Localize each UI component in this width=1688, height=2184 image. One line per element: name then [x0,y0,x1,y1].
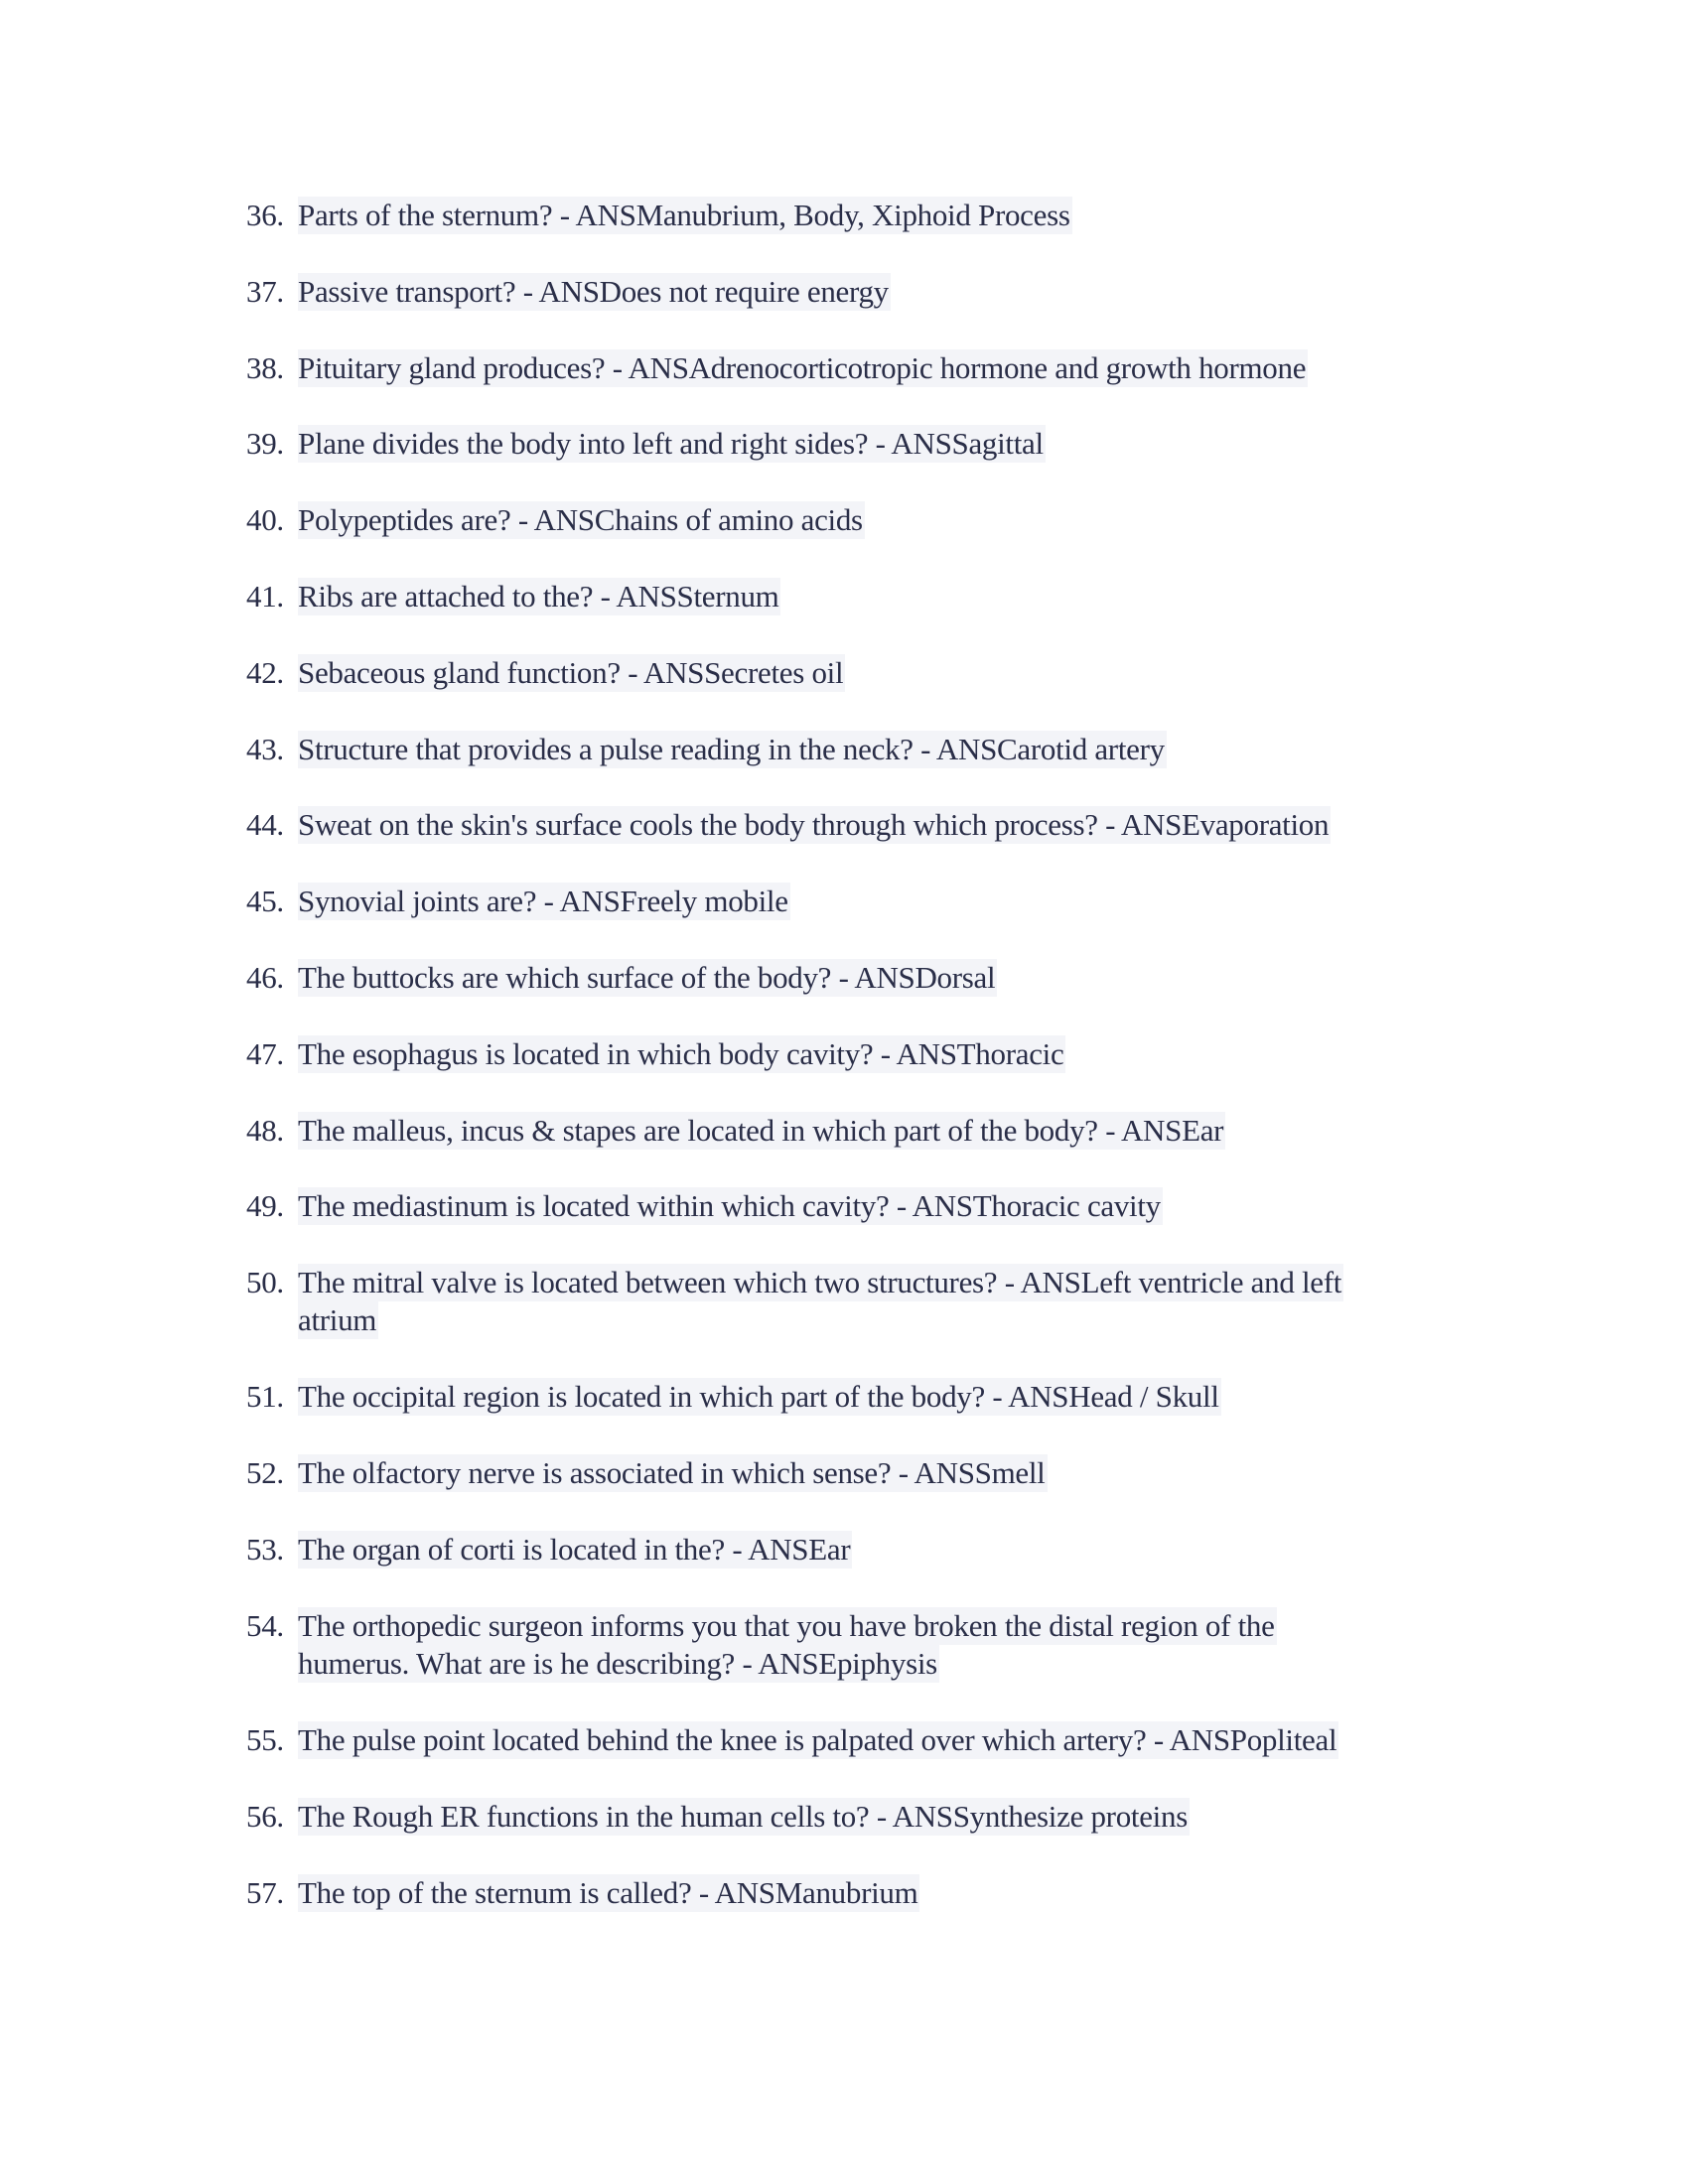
item-text: Polypeptides are? - ANSChains of amino acids [298,502,863,537]
item-number: 54. [246,1608,284,1643]
item-number: 51. [246,1379,284,1414]
item-number: 53. [246,1532,284,1567]
item-number: 49. [246,1188,284,1223]
item-text-continued: atrium [298,1302,377,1337]
item-number: 45. [246,884,284,918]
item-text: The esophagus is located in which body cavity? - ANSThoracic [298,1036,1064,1071]
item-text: The buttocks are which surface of the body? - ANSDorsal [298,960,996,995]
item-text: The occipital region is located in which part of the body? - ANSHead / Skull [298,1379,1219,1414]
item-text: Structure that provides a pulse reading in the neck? - ANSCarotid artery [298,732,1165,766]
item-text: The organ of corti is located in the? - ANSEar [298,1532,851,1567]
item-number: 57. [246,1875,284,1910]
item-number: 46. [246,960,284,995]
item-number: 40. [246,502,284,537]
item-text: The mediastinum is located within which cavity? - ANSThoracic cavity [298,1188,1161,1223]
item-text: The mitral valve is located between which two structures? - ANSLeft ventricle and left [298,1265,1342,1299]
item-text: Ribs are attached to the? - ANSSternum [298,579,779,614]
item-text: Plane divides the body into left and right sides? - ANSSagittal [298,426,1044,461]
item-text: Sebaceous gland function? - ANSSecretes oil [298,655,844,690]
item-text-continued: humerus. What are is he describing? - ANSEpiphysis [298,1646,937,1681]
item-number: 48. [246,1113,284,1148]
item-number: 41. [246,579,284,614]
item-text: The olfactory nerve is associated in which sense? - ANSSmell [298,1455,1046,1490]
item-text: Synovial joints are? - ANSFreely mobile [298,884,788,918]
item-text: The pulse point located behind the knee is palpated over which artery? - ANSPopliteal [298,1722,1337,1757]
item-number: 37. [246,274,284,309]
item-number: 43. [246,732,284,766]
item-number: 47. [246,1036,284,1071]
item-number: 38. [246,350,284,385]
item-number: 55. [246,1722,284,1757]
item-number: 52. [246,1455,284,1490]
item-number: 42. [246,655,284,690]
item-text: Sweat on the skin's surface cools the body through which process? - ANSEvaporation [298,807,1330,842]
item-text: The orthopedic surgeon informs you that you have broken the distal region of the [298,1608,1275,1643]
item-text: Passive transport? - ANSDoes not require energy [298,274,889,309]
item-number: 39. [246,426,284,461]
item-text: Parts of the sternum? - ANSManubrium, Body, Xiphoid Process [298,198,1070,232]
item-text: The top of the sternum is called? - ANSManubrium [298,1875,918,1910]
item-number: 36. [246,198,284,232]
item-number: 44. [246,807,284,842]
item-text: Pituitary gland produces? - ANSAdrenocorticotropic hormone and growth hormone [298,350,1307,385]
item-number: 56. [246,1799,284,1834]
item-text: The Rough ER functions in the human cells to? - ANSSynthesize proteins [298,1799,1188,1834]
item-text: The malleus, incus & stapes are located in which part of the body? - ANSEar [298,1113,1224,1148]
item-number: 50. [246,1265,284,1299]
